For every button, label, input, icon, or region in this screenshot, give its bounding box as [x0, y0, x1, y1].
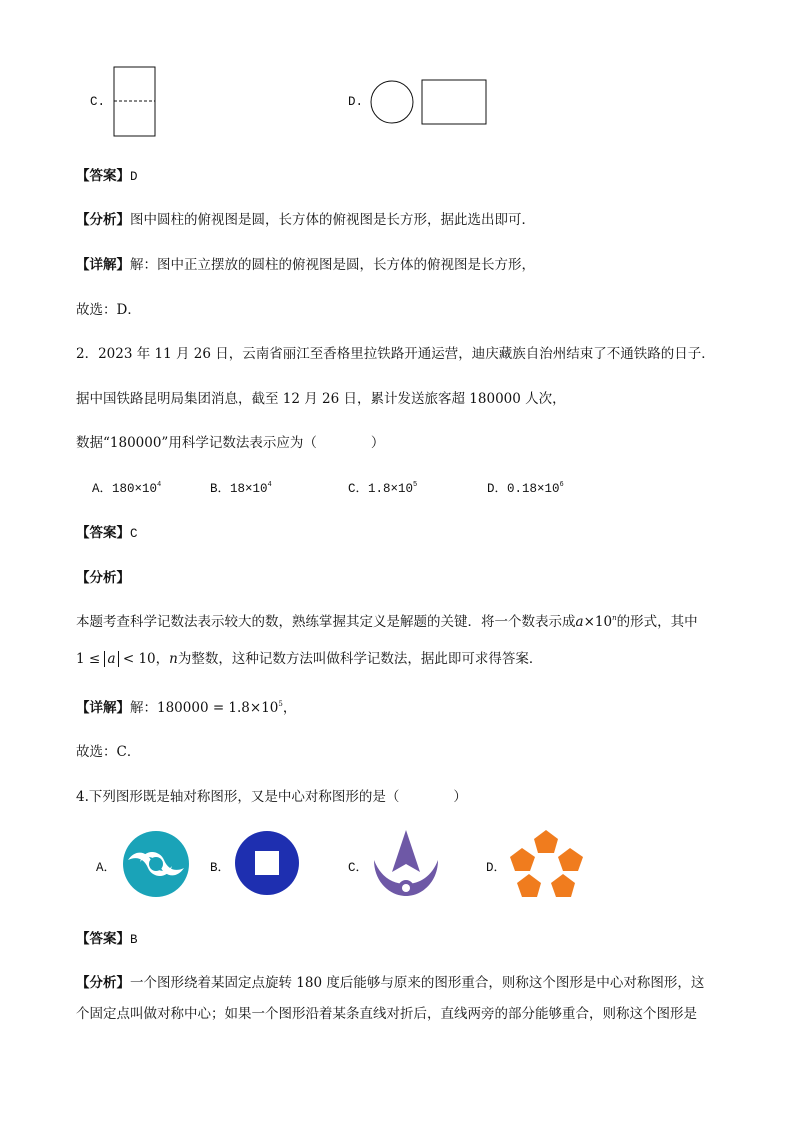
- q4-option-d-label: D．: [486, 861, 507, 875]
- q2-stem-line1: 2．2023 年 11 月 26 日，云南省丽江至香格里拉铁路开通运营，迪庆藏族自治州结束了不通铁路的日子．: [76, 346, 715, 362]
- q4-stem: 4.下列图形既是轴对称图形，又是中心对称图形的是（ ）: [76, 789, 467, 805]
- q1-detail: [76, 253, 535, 273]
- q2-analysis-tag: 【分析】: [76, 570, 130, 586]
- coin-square-hole-icon: [234, 830, 300, 896]
- option-c-label: C.: [90, 95, 106, 109]
- q4-option-c-label: C．: [348, 861, 369, 875]
- analysis-tag: 【分析】: [76, 975, 130, 991]
- q2-option-c[interactable]: C．$1.8\times 10^5$: [348, 481, 418, 496]
- q4-option-a-label: A．: [96, 861, 117, 875]
- answer-tag: 【答案】: [76, 931, 130, 947]
- teal-swirl-logo: [122, 830, 190, 898]
- detail-tag: 【详解】: [76, 700, 130, 716]
- analysis-tag: 【分析】: [76, 212, 130, 228]
- answer-tag: 【答案】: [76, 168, 130, 184]
- option-c-figure: [113, 66, 157, 138]
- option-d-figure: [370, 78, 490, 128]
- detail-text: 解：图中正立摆放的圆柱的俯视图是圆，长方体的俯视图是长方形，: [130, 257, 535, 273]
- q2-option-b[interactable]: B．$18\times 10^4$: [210, 481, 272, 496]
- q2-answer: [76, 521, 138, 541]
- q2-stem-line2: 据中国铁路昆明局集团消息，截至 12 月 26 日，累计发送旅客超 180000 人次，: [76, 391, 566, 407]
- q1-analysis: [76, 208, 535, 228]
- q4-analysis-line2: 个固定点叫做对称中心；如果一个图形沿着某条直线对折后，直线两旁的部分能够重合，则称这个图形是: [76, 1006, 697, 1022]
- q1-conclusion: 故选：D．: [76, 302, 141, 318]
- q2-detail: 【详解】解：$180000 = 1.8\times 10^5$，: [76, 700, 297, 716]
- q4-answer: [76, 927, 138, 947]
- formula-a: a: [575, 614, 584, 630]
- answer-value: D: [130, 170, 138, 184]
- analysis-text: 图中圆柱的俯视图是圆，长方体的俯视图是长方形，据此选出即可．: [130, 212, 535, 228]
- orange-pentagons-figure: [506, 828, 586, 900]
- purple-arrow-logo: [368, 828, 444, 900]
- answer-value: C: [130, 527, 138, 541]
- answer-tag: 【答案】: [76, 525, 130, 541]
- q2-analysis-line2: 1 ≤ a < 10，n为整数，这种记数方法叫做科学记数法，据此即可求得答案．: [76, 651, 543, 667]
- q2-stem-line3: 数据“180000”用科学记数法表示应为（ ）: [76, 435, 385, 451]
- q4-option-b-label: B．: [210, 861, 231, 875]
- q2-analysis-line1: 本题考查科学记数法表示较大的数，熟练掌握其定义是解题的关键．将一个数表示成$a\times 10^n$的形式，其中: [76, 614, 698, 630]
- q4-analysis-line1: 【分析】一个图形绕着某固定点旋转 180 度后能够与原来的图形重合，则称这个图形是中心对称图形，这: [76, 975, 705, 991]
- q2-option-a[interactable]: A．$180\times 10^4$: [92, 481, 162, 496]
- q2-option-d[interactable]: D．$0.18\times 10^6$: [487, 481, 564, 496]
- option-d-label: D.: [348, 95, 364, 109]
- answer-value: B: [130, 933, 138, 947]
- q2-conclusion: 故选：C．: [76, 744, 141, 760]
- abs-a: a: [104, 651, 118, 667]
- detail-tag: 【详解】: [76, 257, 130, 273]
- q1-answer: [76, 164, 138, 184]
